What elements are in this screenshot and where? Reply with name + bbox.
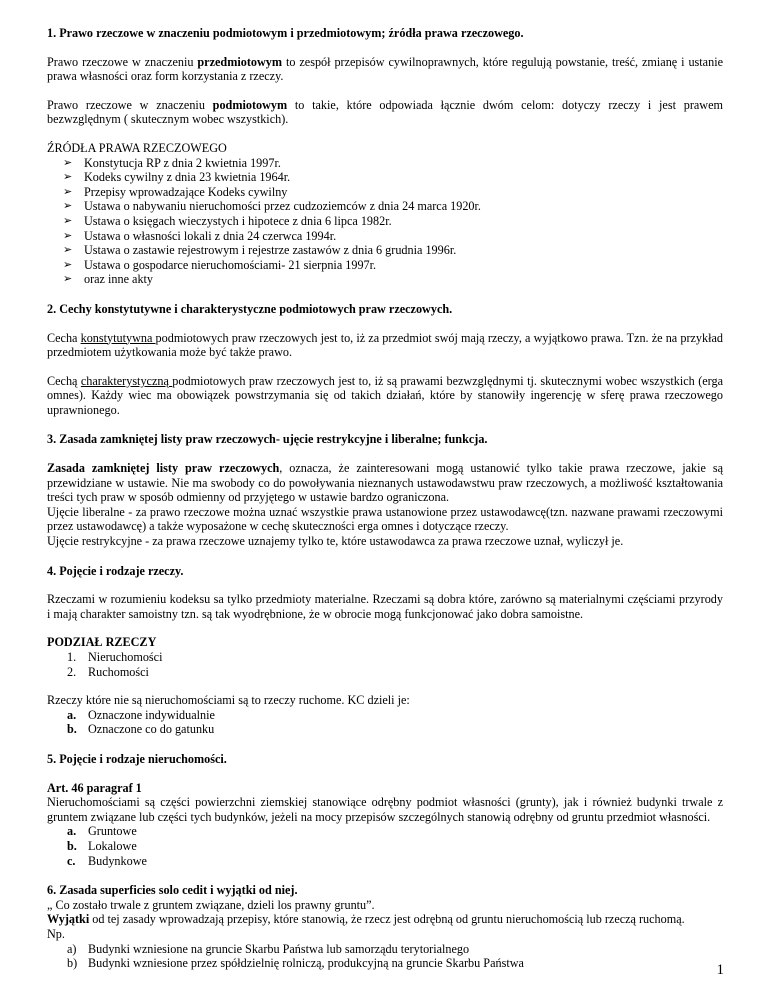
arrow-bullet-icon: ➢ (63, 214, 73, 227)
emphasis-przedmiotowym: przedmiotowym (197, 54, 283, 69)
arrow-bullet-icon: ➢ (63, 156, 73, 169)
list-item: ➢ Ustawa o własności lokali z dnia 24 czerwca 1994r. (63, 228, 337, 243)
arrow-bullet-icon: ➢ (63, 244, 73, 257)
section-3-paragraph-3: Ujęcie restrykcyjne - za prawa rzeczowe uznajemy tylko te, które ustawodawca za prawa rzeczowe uznał, wyliczył je. (47, 534, 624, 549)
list-item: ➢ Konstytucja RP z dnia 2 kwietnia 1997r. (63, 155, 281, 170)
document-page (47, 26, 723, 971)
arrow-bullet-icon: ➢ (63, 229, 73, 242)
section-4-paragraph-2: Rzeczy które nie są nieruchomościami są to rzeczy ruchome. KC dzieli je: (47, 693, 410, 708)
section-5-paragraph-1: Nieruchomościami są części powierzchni ziemskiej stanowiące odrębny podmiot własności (grunty), jak i również budynki trwale z gruntem związane lub części tych budynków, jeżeli na mocy przepisów szczególnych stanowią odrębny od gruntu przedmiot własności. (47, 795, 723, 824)
underlined-term: charakterystyczną (80, 373, 173, 388)
list-item: a. Gruntowe (67, 824, 137, 839)
list-item: ➢ Ustawa o zastawie rejestrowym i rejestrze zastawów z dnia 6 grudnia 1996r. (63, 243, 457, 258)
section-2-paragraph-1: Cecha konstytutywna podmiotowych praw rzeczowych jest to, iż za przedmiot swój mają rzeczy, a wyjątkowo prawa. Tzn. że na przykład przedmiotem użytkowania może być także prawo. (47, 330, 724, 360)
list-item: a. Oznaczone indywidualnie (67, 707, 215, 722)
sources-list (47, 156, 723, 287)
list-item: a) Budynki wzniesione na gruncie Skarbu Państwa lub samorządu terytorialnego (67, 941, 470, 956)
section-3-paragraph-1: Zasada zamkniętej listy praw rzeczowych, oznacza, że zainteresowani mogą ustanowić tylko takie prawa rzeczowe, jakie są przewidziane w ustawie. Nie ma swobody co do powoływania nieznanych ustawodawstwu praw rzeczowych, a możliwość kształtowania treści tych praw w sposób odmienny od przyjętego w ustawie bardzo ograniczona. (47, 461, 723, 505)
list-item: 1. Nieruchomości (67, 650, 163, 664)
list-item: ➢ Ustawa o nabywaniu nieruchomości przez cudzoziemców z dnia 24 marca 1920r. (63, 199, 481, 214)
movables-list (47, 708, 723, 737)
section-3-paragraph-2: Ujęcie liberalne - za prawo rzeczowe można uznać wszystkie prawa ustanowione przez ustawodawcę(tzn. nazwane prawami rzeczowymi przez ustawodawcę) a także wyposażone w cechę skuteczności erga omnes i dotyczące rzeczy. (47, 504, 723, 534)
emphasis-podmiotowym: podmiotowym (212, 97, 288, 112)
sources-title: ŹRÓDŁA PRAWA RZECZOWEGO (47, 140, 227, 155)
division-title: PODZIAŁ RZECZY (47, 635, 157, 650)
section-4-paragraph-1: Rzeczami w rozumieniu kodeksu sa tylko przedmioty materialne. Rzeczami są dobra które, zarówno są materialnymi częściami przyrody i mają charakter samoistny tzn. są tak wyodrębnione, że w obrocie mogą funkcjonować jako dobra samoistne. (47, 592, 723, 621)
section-6-heading: 6. Zasada superficies solo cedit i wyjątki od niej. (47, 883, 298, 898)
arrow-bullet-icon: ➢ (63, 273, 73, 286)
section-4-heading: 4. Pojęcie i rodzaje rzeczy. (47, 563, 184, 578)
arrow-bullet-icon: ➢ (63, 200, 73, 213)
arrow-bullet-icon: ➢ (63, 185, 73, 198)
section-5-heading: 5. Pojęcie i rodzaje nieruchomości. (47, 751, 227, 766)
list-item: b. Lokalowe (67, 838, 137, 853)
list-item: c. Budynkowe (67, 853, 147, 868)
examples-list (47, 942, 723, 971)
section-6-np: Np. (47, 926, 65, 941)
list-item: b. Oznaczone co do gatunku (67, 722, 215, 737)
section-1-paragraph-1: Prawo rzeczowe w znaczeniu przedmiotowym to zespół przepisów cywilnoprawnych, które regulują powstanie, treść, zmianę i ustanie prawa własności oraz form korzystania z rzeczy. (47, 54, 723, 84)
list-item: ➢ Ustawa o gospodarce nieruchomościami- 21 sierpnia 1997r. (63, 257, 377, 272)
arrow-bullet-icon: ➢ (63, 258, 73, 271)
bold-term: Zasada zamkniętej listy praw rzeczowych (47, 461, 280, 476)
section-6-paragraph-1: Wyjątki od tej zasady wprowadzają przepisy, które stanowią, że rzecz jest odrębną od gruntu nieruchomością lub rzeczą ruchomą. (47, 912, 685, 927)
arrow-bullet-icon: ➢ (63, 171, 73, 184)
list-item: ➢ Kodeks cywilny z dnia 23 kwietnia 1964r. (63, 170, 291, 185)
list-item: ➢ Przepisy wprowadzające Kodeks cywilny (63, 184, 288, 199)
list-item: ➢ oraz inne akty (63, 272, 154, 287)
section-2-heading: 2. Cechy konstytutywne i charakterystyczne podmiotowych praw rzeczowych. (47, 301, 453, 316)
list-item: b) Budynki wzniesione przez spółdzielnię rolniczą, produkcyjną na gruncie Skarbu Państwa (67, 956, 524, 971)
article-reference: Art. 46 paragraf 1 (47, 780, 142, 795)
underlined-term: konstytutywna (80, 330, 156, 345)
division-list (47, 650, 723, 679)
section-6-quote: „ Co zostało trwale z gruntem związane, dzieli los prawny gruntu”. (47, 897, 375, 912)
section-3-heading: 3. Zasada zamkniętej listy praw rzeczowych- ujęcie restrykcyjne i liberalne; funkcja. (47, 432, 488, 447)
section-1-paragraph-2: Prawo rzeczowe w znaczeniu podmiotowym to takie, które odpowiada łącznie dwóm celom: dotyczy rzeczy i jest prawem bezwzględnym ( skutecznym wobec wszystkich). (47, 97, 723, 127)
bold-term: Wyjątki (47, 912, 90, 927)
section-2-paragraph-2: Cechą charakterystyczną podmiotowych praw rzeczowych jest to, iż są prawami bezwzględnymi tj. skutecznymi wobec wszystkich (erga omnes). Każdy wiec ma obowiązek powstrzymania się od takich działań, które by stanowiły ingerencję w sferę prawa rzeczowego uprawnionego. (47, 373, 724, 417)
list-item: 2. Ruchomości (67, 664, 149, 679)
page-number: 1 (716, 962, 724, 978)
section-1-heading: 1. Prawo rzeczowe w znaczeniu podmiotowym i przedmiotowym; źródła prawa rzeczowego. (47, 26, 524, 40)
property-types-list (47, 824, 723, 868)
list-item: ➢ Ustawa o księgach wieczystych i hipotece z dnia 6 lipca 1982r. (63, 213, 392, 228)
